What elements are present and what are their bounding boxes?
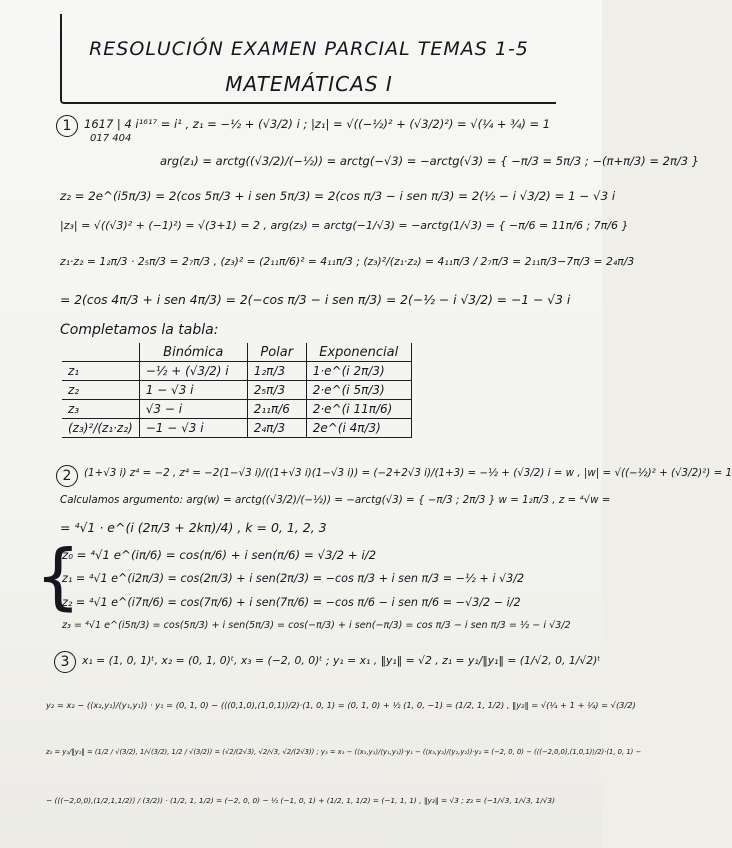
- table-intro: Completamos la tabla:: [60, 322, 219, 338]
- p2-line-2: Calculamos argumento: arg(w) = arctg((√3/2)/(−½)) = −arctg(√3) = { −π/3 ; 2π/3 } w = 1₂π/3 , z = ⁴√w =: [60, 494, 611, 506]
- table-cell: 2₁₁π/6: [247, 400, 306, 419]
- p1-line-6: z₁·z₂ = 1₂π/3 · 2₅π/3 = 2₇π/3 , (z₃)² = (2₁₁π/6)² = 4₁₁π/3 ; (z₃)²/(z₁·z₂) = 4₁₁π/3 / 2₇π/3 = 2₁₁π/3−7π/3 = 2₄π/3: [60, 255, 635, 268]
- table-cell: 2·e^(i 11π/6): [306, 400, 411, 419]
- p2-line-4: z₀ = ⁴√1 e^(iπ/6) = cos(π/6) + i sen(π/6) = √3/2 + i/2: [62, 548, 377, 562]
- table-cell: 1·e^(i 2π/3): [306, 362, 411, 381]
- p2-line-6: z₂ = ⁴√1 e^(i7π/6) = cos(7π/6) + i sen(7π/6) = −cos π/6 − i sen π/6 = −√3/2 − i/2: [62, 596, 521, 609]
- complex-table: [62, 343, 412, 438]
- table-header-polar: Polar: [247, 343, 306, 362]
- p1-line-1: 1617 | 4 i¹⁶¹⁷ = i¹ , z₁ = −½ + (√3/2) i ; |z₁| = √((−½)² + (√3/2)²) = √(¼ + ¾) = 1: [84, 117, 551, 131]
- p2-line-5: z₁ = ⁴√1 e^(i2π/3) = cos(2π/3) + i sen(2π/3) = −cos π/3 + i sen π/3 = −½ + i √3/2: [62, 572, 525, 585]
- p2-line-7: z₃ = ⁴√1 e^(i5π/3) = cos(5π/3) + i sen(5π/3) = cos(−π/3) + i sen(−π/3) = cos π/3 − i sen π/3 = ½ − i √3/2: [62, 620, 571, 631]
- table-cell: z₂: [62, 381, 139, 400]
- table-cell: 2·e^(i 5π/3): [306, 381, 411, 400]
- table-row: [62, 419, 411, 438]
- table-cell: (z₃)²/(z₁·z₂): [62, 419, 139, 438]
- table-cell: 1 − √3 i: [139, 381, 247, 400]
- title-box: [60, 14, 556, 104]
- p3-line-4: − (⟨(−2,0,0),(1/2,1,1/2)⟩ / (3/2)) · (1/2, 1, 1/2) = (−2, 0, 0) − ½ (−1, 0, 1) + (1/2, 1, 1/2) = (−1, 1, 1) , ‖y₃‖ = √3 ; z₃ = (−1/√3, 1/√3, 1/√3): [46, 796, 555, 805]
- p1-line-2: 017 404: [90, 133, 132, 144]
- problem-number-1: 1: [56, 115, 78, 137]
- table-row: [62, 362, 411, 381]
- table-cell: 2e^(i 4π/3): [306, 419, 411, 438]
- table-header-binomica: Binómica: [139, 343, 247, 362]
- p2-line-1: (1+√3 i) z⁴ = −2 , z⁴ = −2(1−√3 i)/((1+√3 i)(1−√3 i)) = (−2+2√3 i)/(1+3) = −½ + (√3/2) i = w , |w| = √((−½)² + (√3/2)²) = 1: [84, 467, 732, 479]
- table-cell: 2₅π/3: [247, 381, 306, 400]
- system-brace: {: [35, 534, 81, 618]
- table-cell: z₁: [62, 362, 139, 381]
- table-cell: 1₂π/3: [247, 362, 306, 381]
- table-header-corner: [62, 343, 139, 362]
- p1-line-5: |z₃| = √((√3)² + (−1)²) = √(3+1) = 2 , arg(z₃) = arctg(−1/√3) = −arctg(1/√3) = { −π/6 = 11π/6 ; 7π/6 }: [60, 219, 629, 232]
- table-header-exponencial: Exponencial: [306, 343, 411, 362]
- table-row: [62, 400, 411, 419]
- problem-number-3: 3: [54, 651, 76, 673]
- p3-line-2: y₂ = x₂ − (⟨x₂,y₁⟩/⟨y₁,y₁⟩) · y₁ = (0, 1, 0) − (⟨(0,1,0),(1,0,1)⟩/2)·(1, 0, 1) = (0, 1, 0) + ½ (1, 0, −1) = (1/2, 1, 1/2) , ‖y₂‖ = √(¼ + 1 + ¼) = √(3/2): [46, 700, 636, 710]
- table-cell: 2₄π/3: [247, 419, 306, 438]
- title-line-2: MATEMÁTICAS I: [225, 72, 393, 96]
- p3-line-1: x₁ = (1, 0, 1)ᵗ, x₂ = (0, 1, 0)ᵗ, x₃ = (−2, 0, 0)ᵗ ; y₁ = x₁ , ‖y₁‖ = √2 , z₁ = y₁/‖y₁‖ = (1/√2, 0, 1/√2)ᵗ: [82, 654, 601, 667]
- table-cell: √3 − i: [139, 400, 247, 419]
- table-header-row: [62, 343, 411, 362]
- title-line-1: RESOLUCIÓN EXAMEN PARCIAL TEMAS 1-5: [89, 38, 529, 60]
- p1-line-3: arg(z₁) = arctg((√3/2)/(−½)) = arctg(−√3) = −arctg(√3) = { −π/3 = 5π/3 ; −(π+π/3) = 2π/3 }: [160, 154, 700, 168]
- table-cell: −½ + (√3/2) i: [139, 362, 247, 381]
- p3-line-3: z₂ = y₂/‖y₂‖ = (1/2 / √(3/2), 1/√(3/2), 1/2 / √(3/2)) = (√2/(2√3), √2/√3, √2/(2√3)) ; y₃ = x₃ − (⟨x₃,y₁⟩/⟨y₁,y₁⟩)·y₁ − (⟨x₃,y₂⟩/⟨y₂,y₂⟩)·y₂ = (−2, 0, 0) − (⟨(−2,0,0),(1,0,1)⟩/2)·(1, 0, 1) −: [46, 748, 642, 756]
- p1-line-7: = 2(cos 4π/3 + i sen 4π/3) = 2(−cos π/3 − i sen π/3) = 2(−½ − i √3/2) = −1 − √3 i: [60, 293, 571, 307]
- p2-line-3: = ⁴√1 · e^(i (2π/3 + 2kπ)/4) , k = 0, 1, 2, 3: [60, 520, 327, 535]
- problem-number-2: 2: [56, 465, 78, 487]
- p1-line-4: z₂ = 2e^(i5π/3) = 2(cos 5π/3 + i sen 5π/3) = 2(cos π/3 − i sen π/3) = 2(½ − i √3/2) = 1 − √3 i: [60, 189, 616, 203]
- table-cell: z₃: [62, 400, 139, 419]
- table-cell: −1 − √3 i: [139, 419, 247, 438]
- table-row: [62, 381, 411, 400]
